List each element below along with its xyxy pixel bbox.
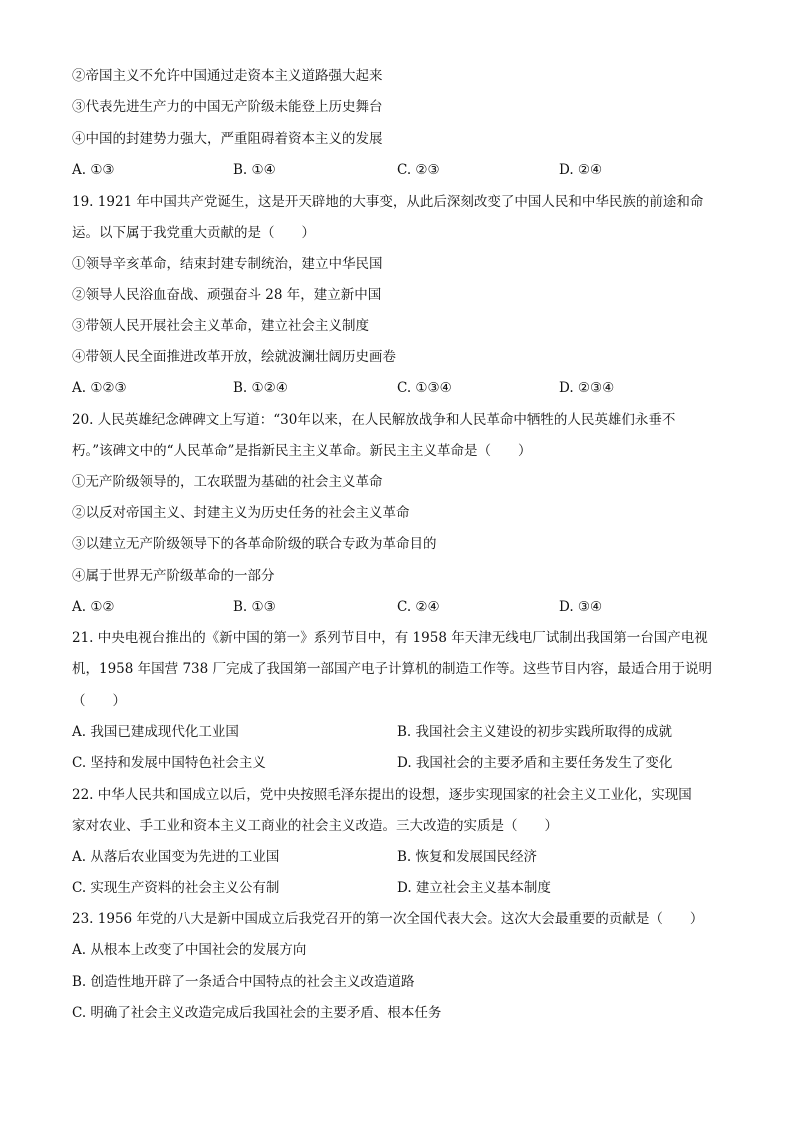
q23-option-c: C. 明确了社会主义改造完成后我国社会的主要矛盾、根本任务 xyxy=(72,1005,442,1021)
q21-stem-line-2: 机，1958 年国营 738 厂完成了我国第一部国产电子计算机的制造工作等。这些节目内容，最适合用于说明 xyxy=(72,661,712,677)
q23-option-a: A. 从根本上改变了中国社会的发展方向 xyxy=(72,942,307,958)
q20-item-4: ④属于世界无产阶级革命的一部分 xyxy=(72,568,275,584)
q19-option-b: B. ①②④ xyxy=(233,380,288,396)
q19-item-3: ③带领人民开展社会主义革命，建立社会主义制度 xyxy=(72,318,369,334)
q19-item-1: ①领导辛亥革命，结束封建专制统治，建立中华民国 xyxy=(72,256,383,272)
q21-option-a: A. 我国已建成现代化工业国 xyxy=(72,724,239,740)
q22-stem-line-2: 家对农业、手工业和资本主义工商业的社会主义改造。三大改造的实质是（ ） xyxy=(72,818,558,834)
q18-item-4: ④中国的封建势力强大，严重阻碍着资本主义的发展 xyxy=(72,131,383,147)
q23-stem-line-1: 23. 1956 年党的八大是新中国成立后我党召开的第一次全国代表大会。这次大会最重要的贡献是（ ） xyxy=(72,911,704,927)
q19-option-c: C. ①③④ xyxy=(397,380,452,396)
q20-option-c: C. ②④ xyxy=(397,599,440,615)
q20-item-3: ③以建立无产阶级领导下的各革命阶级的联合专政为革命目的 xyxy=(72,536,437,552)
q19-option-a: A. ①②③ xyxy=(72,380,127,396)
q18-item-2: ②帝国主义不允许中国通过走资本主义道路强大起来 xyxy=(72,68,383,84)
q20-option-b: B. ①③ xyxy=(233,599,276,615)
q19-item-2: ②领导人民浴血奋战、顽强奋斗 28 年，建立新中国 xyxy=(72,287,382,303)
q19-item-4: ④带领人民全面推进改革开放，绘就波澜壮阔历史画卷 xyxy=(72,349,396,365)
q18-option-d: D. ②④ xyxy=(559,162,603,178)
q21-option-b: B. 我国社会主义建设的初步实践所取得的成就 xyxy=(397,724,673,740)
q23-option-b: B. 创造性地开辟了一条适合中国特点的社会主义改造道路 xyxy=(72,974,415,990)
q20-item-1: ①无产阶级领导的，工农联盟为基础的社会主义革命 xyxy=(72,474,383,490)
q18-option-c: C. ②③ xyxy=(397,162,440,178)
q18-item-3: ③代表先进生产力的中国无产阶级未能登上历史舞台 xyxy=(72,99,383,115)
q21-stem-line-3: （ ） xyxy=(72,693,126,709)
q22-option-b: B. 恢复和发展国民经济 xyxy=(397,849,538,865)
q20-item-2: ②以反对帝国主义、封建主义为历史任务的社会主义革命 xyxy=(72,505,410,521)
q18-option-b: B. ①④ xyxy=(233,162,276,178)
q21-option-d: D. 我国社会的主要矛盾和主要任务发生了变化 xyxy=(397,755,673,771)
q22-option-d: D. 建立社会主义基本制度 xyxy=(397,880,551,896)
q21-stem-line-1: 21. 中央电视台推出的《新中国的第一》系列节目中，有 1958 年天津无线电厂试制出我国第一台国产电视 xyxy=(72,630,708,646)
q22-option-a: A. 从落后农业国变为先进的工业国 xyxy=(72,849,280,865)
q19-stem-line-1: 19. 1921 年中国共产党诞生，这是开天辟地的大事变，从此后深刻改变了中国人民和中华民族的前途和命 xyxy=(72,194,704,210)
q20-stem-line-2: 朽。”该碑文中的“人民革命”是指新民主主义革命。新民主主义革命是（ ） xyxy=(72,443,532,459)
q22-option-c: C. 实现生产资料的社会主义公有制 xyxy=(72,880,280,896)
q22-stem-line-1: 22. 中华人民共和国成立以后，党中央按照毛泽东提出的设想，逐步实现国家的社会主义工业化，实现国 xyxy=(72,787,692,803)
q21-option-c: C. 坚持和发展中国特色社会主义 xyxy=(72,755,266,771)
q20-stem-line-1: 20. 人民英雄纪念碑碑文上写道：“30年以来，在人民解放战争和人民革命中牺牲的人民英雄们永垂不 xyxy=(72,412,676,428)
q20-option-a: A. ①② xyxy=(72,599,115,615)
q20-option-d: D. ③④ xyxy=(559,599,603,615)
q18-option-a: A. ①③ xyxy=(72,162,115,178)
q19-stem-line-2: 运。以下属于我党重大贡献的是（ ） xyxy=(72,225,315,241)
q19-option-d: D. ②③④ xyxy=(559,380,615,396)
